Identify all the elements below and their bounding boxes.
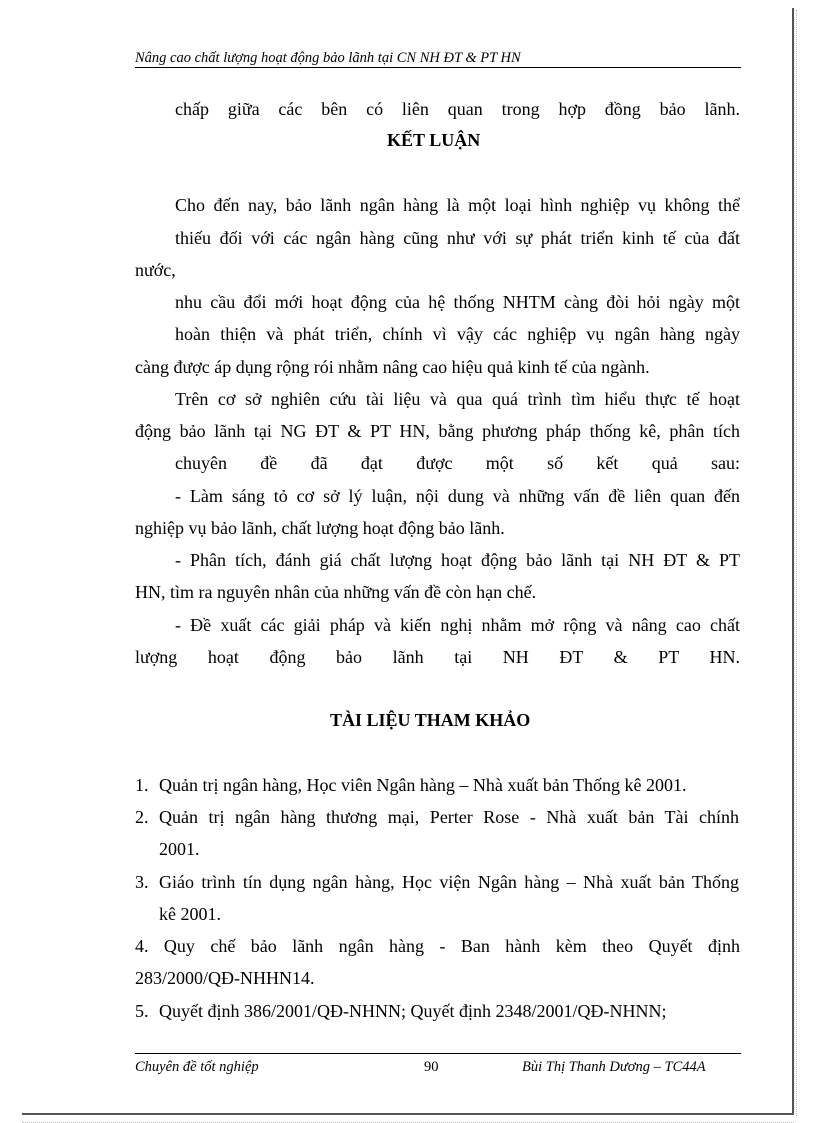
reference-text: Quản trị ngân hàng thương mại, Perter Rose - Nhà xuất bản Tài chính [159, 807, 739, 827]
reference-number: 2. [135, 807, 149, 827]
reference-number: 1. [135, 775, 149, 795]
body-line: nhu cầu đổi mới hoạt động của hệ thống NHTM càng đòi hỏi ngày một [175, 292, 740, 312]
body-line: HN, tìm ra nguyên nhân của những vấn đề còn hạn chế. [135, 582, 537, 602]
reference-item: 4. Quy chế bảo lãnh ngân hàng - Ban hành kèm theo Quyết định [135, 936, 740, 956]
page-number: 90 [424, 1059, 439, 1075]
body-line: thiếu đối với các ngân hàng cũng như với sự phát triển kinh tế của đất [175, 228, 740, 248]
reference-number: 3. [135, 872, 149, 892]
body-line: - Làm sáng tỏ cơ sở lý luận, nội dung và những vấn đề liên quan đến [175, 486, 740, 506]
body-line: - Đề xuất các giải pháp và kiến nghị nhằm mở rộng và nâng cao chất [175, 615, 740, 635]
footer-right: Bùi Thị Thanh Dương – TC44A [522, 1059, 706, 1075]
body-line: nước, [135, 260, 176, 280]
body-line: lượng hoạt động bảo lãnh tại NH ĐT & PT HN. [135, 647, 740, 667]
reference-item [135, 806, 739, 828]
reference-text: Quyết định 386/2001/QĐ-NHNN; Quyết định 2348/2001/QĐ-NHNN; [159, 1001, 667, 1021]
body-line: Trên cơ sở nghiên cứu tài liệu và qua quá trình tìm hiểu thực tế hoạt [175, 389, 740, 409]
reference-text-cont: 2001. [159, 839, 200, 859]
reference-item [135, 871, 739, 893]
body-line: càng được áp dụng rộng rói nhằm nâng cao hiệu quả kinh tế của ngành. [135, 357, 650, 377]
reference-text: Giáo trình tín dụng ngân hàng, Học viện Ngân hàng – Nhà xuất bản Thống [159, 872, 739, 892]
conclusion-heading: KẾT LUẬN [387, 130, 481, 150]
running-header: Nâng cao chất lượng hoạt động bảo lãnh tại CN NH ĐT & PT HN [135, 50, 521, 66]
header-rule [135, 67, 741, 68]
body-line: hoàn thiện và phát triển, chính vì vậy các nghiệp vụ ngân hàng ngày [175, 324, 740, 344]
reference-item [135, 1000, 666, 1022]
body-line: Cho đến nay, bảo lãnh ngân hàng là một loại hình nghiệp vụ không thể [175, 195, 740, 215]
footer-rule [135, 1053, 741, 1054]
body-line: chấp giữa các bên có liên quan trong hợp đồng bảo lãnh. [175, 99, 740, 119]
footer-left: Chuyên đề tốt nghiệp [135, 1059, 259, 1075]
reference-text: Quản trị ngân hàng, Học viên Ngân hàng – Nhà xuất bản Thống kê 2001. [159, 775, 687, 795]
body-line: - Phân tích, đánh giá chất lượng hoạt động bảo lãnh tại NH ĐT & PT [175, 550, 740, 570]
body-line: nghiệp vụ bảo lãnh, chất lượng hoạt động bảo lãnh. [135, 518, 505, 538]
body-line: động bảo lãnh tại NG ĐT & PT HN, bằng phương pháp thống kê, phân tích [135, 421, 740, 441]
body-line: chuyên đề đã đạt được một số kết quả sau: [175, 453, 740, 473]
page-edge-dotted-right [796, 10, 797, 1116]
reference-number: 5. [135, 1001, 149, 1021]
reference-text-cont: kê 2001. [159, 904, 221, 924]
reference-text-cont: 283/2000/QĐ-NHHN14. [135, 968, 315, 988]
references-heading: TÀI LIỆU THAM KHẢO [330, 710, 531, 730]
reference-item [135, 774, 687, 796]
